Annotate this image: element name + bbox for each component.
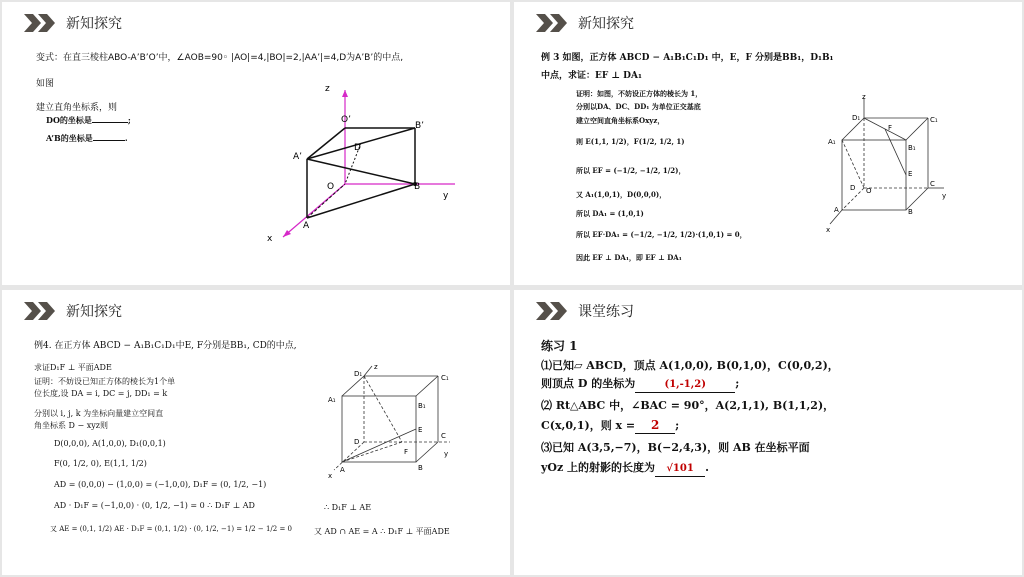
s2-proof-3: 则 E(1,1, 1/2)，F(1/2, 1/2, 1) [576,137,685,146]
s4-q3-answer: √101 [655,461,705,477]
s1-prism-figure [257,78,487,248]
s4-q2-answer: 2 [635,418,675,434]
s2-label-d: D [850,184,856,192]
s4-q2-line-1: ⑵ Rt△ABC 中，∠BAC = 90°，A(2,1,1), B(1,1,2)， [541,399,835,412]
s2-problem-line-1: 例 3 如图，正方体 ABCD − A₁B₁C₁D₁ 中，E，F 分别是BB₁，D₁B₁ [541,53,834,63]
s1-label-b: B [414,182,421,192]
s1-label-x: x [267,234,273,244]
slide-4-title: 课堂练习 [578,304,634,320]
s3-label-z: z [374,363,378,371]
s3-label-c: C [441,432,446,440]
s2-label-b1: B₁ [908,144,916,152]
slide-3 [2,290,510,575]
slide-2-title: 新知探究 [578,16,634,32]
slide-2 [514,2,1022,285]
s1-label-y: y [443,191,449,201]
s1-label-o1: O’ [341,115,351,125]
slide-2-header [536,12,634,34]
s3-label-x: x [328,472,333,480]
s3-proof-9: ∴ D₁F ⊥ AE [324,503,372,512]
s2-label-f: F [888,124,893,132]
s3-proof-8: 又 AE = (0,1, 1/2) AE · D₁F = (0,1, 1/2) · (0, 1/2, −1) = 1/2 − 1/2 = 0 [50,525,292,533]
s4-q1-line-2: 则顶点 D 的坐标为 (1,-1,2) ; [541,376,739,393]
slide-1 [2,2,510,285]
s3-label-f: F [404,448,409,456]
s1-label-o: O [327,182,335,192]
s4-exercise-title: 练习 1 [541,339,578,353]
s4-q1-answer: (1,-1,2) [635,377,735,393]
s3-proof-6: AD = (0,0,0) − (1,0,0) = (−1,0,0), D₁F = (0, 1/2, −1) [54,480,267,489]
slide-4 [514,290,1022,575]
s2-problem-line-2: 中点，求证：EF ⊥ DA₁ [541,71,642,81]
s1-do-question: DO的坐标是 ; [46,115,131,125]
s1-ab-question: A’B的坐标是 . [46,133,128,143]
s2-cube-figure [822,92,952,237]
slide-1-header [24,12,122,34]
double-chevron-icon [24,14,58,32]
s2-proof-2: 建立空间直角坐标系Oxyz， [576,116,665,125]
s2-proof-1: 分别以DA、DC、DD₁ 为单位正交基底 [576,102,701,111]
s3-proof-1: 位长度,设 DA = i, DC = j, DD₁ = k [34,389,168,398]
double-chevron-icon [24,302,58,320]
s3-proof-10: 又 AD ∩ AE = A ∴ D₁F ⊥ 平面ADE [314,527,450,536]
s1-label-b1: B’ [415,121,425,131]
s3-prove: 求证D₁F ⊥ 平面ADE [34,363,112,372]
s3-label-e: E [418,426,423,434]
slide-1-title: 新知探究 [66,16,122,32]
s2-proof-7: 所以 EF·DA₁ = (−1/2, −1/2, 1/2)·(1,0,1) = 0， [576,230,747,239]
double-chevron-icon [536,302,570,320]
s2-label-a: A [834,206,839,214]
s2-label-d1: D₁ [852,114,861,122]
s3-cube-figure [320,362,460,482]
s2-proof-5: 又 A₁(1,0,1)，D(0,0,0)， [576,190,667,199]
s2-label-x: x [826,226,831,234]
s4-q2-line-2: C(x,0,1)，则 x = 2 ; [541,418,680,432]
slide-3-title: 新知探究 [66,304,122,320]
s3-proof-4: D(0,0,0), A(1,0,0), D₁(0,0,1) [54,439,166,448]
s3-label-d1: D₁ [354,370,363,378]
s2-proof-4: 所以 EF = (−1/2, −1/2, 1/2)， [576,166,686,175]
s2-label-a1: A₁ [828,138,836,146]
s2-label-y: y [942,192,947,200]
s2-proof-0: 证明：如图，不妨设正方体的棱长为 1， [576,89,703,98]
s2-label-e: E [908,170,913,178]
s3-label-d: D [354,438,360,446]
s1-label-a1: A’ [293,152,303,162]
s3-label-a1: A₁ [328,396,336,404]
s2-label-c: C [930,180,935,188]
s3-problem: 例4. 在正方体 ABCD − A₁B₁C₁D₁中E, F分别是BB₁, CD的中点, [34,341,297,351]
s2-label-o: O [866,187,872,195]
s4-q3-line-1: ⑶已知 A(3,5,−7)，B(−2,4,3)，则 AB 在坐标平面 [541,441,810,454]
s1-label-z: z [325,84,330,94]
s3-proof-0: 证明：不妨设已知正方体的棱长为1个单 [34,377,176,386]
s1-label-a: A [303,221,310,231]
s1-line-figure: 如图 [36,79,55,89]
s2-label-b: B [908,208,913,216]
slide-4-header [536,300,634,322]
s3-label-a: A [340,466,345,474]
s3-label-y: y [444,450,449,458]
s1-line-coord: 建立直角坐标系，则 [36,103,118,113]
s3-label-b: B [418,464,423,472]
s3-proof-5: F(0, 1/2, 0), E(1,1, 1/2) [54,459,147,468]
slide-3-header [24,300,122,322]
s2-label-c1: C₁ [930,116,938,124]
s1-label-d: D [354,143,361,153]
s2-label-z: z [862,93,866,101]
s3-proof-7: AD · D₁F = (−1,0,0) · (0, 1/2, −1) = 0 ∴ D₁F ⊥ AD [54,501,255,510]
s2-proof-8: 因此 EF ⊥ DA₁，即 EF ⊥ DA₁ [576,253,682,262]
s3-proof-2: 分别以 i, j, k 为坐标向量建立空间直 [34,409,164,418]
s3-proof-3: 角坐标系 D − xyz则 [34,421,108,430]
s4-q1-line-1: ⑴已知▱ ABCD，顶点 A(1,0,0), B(0,1,0)，C(0,0,2)， [541,359,839,372]
s1-problem: 变式：在直三棱柱ABO-A’B’O’中，∠AOB=90◦ |AO|=4,|BO|=2,|AA’|=4,D为A’B’的中点, [36,53,404,63]
s2-proof-6: 所以 DA₁ = (1,0,1) [576,209,644,218]
s3-label-b1: B₁ [418,402,426,410]
s4-q3-line-2: yOz 上的射影的长度为 √101 . [541,460,709,477]
double-chevron-icon [536,14,570,32]
s3-label-c1: C₁ [441,374,449,382]
